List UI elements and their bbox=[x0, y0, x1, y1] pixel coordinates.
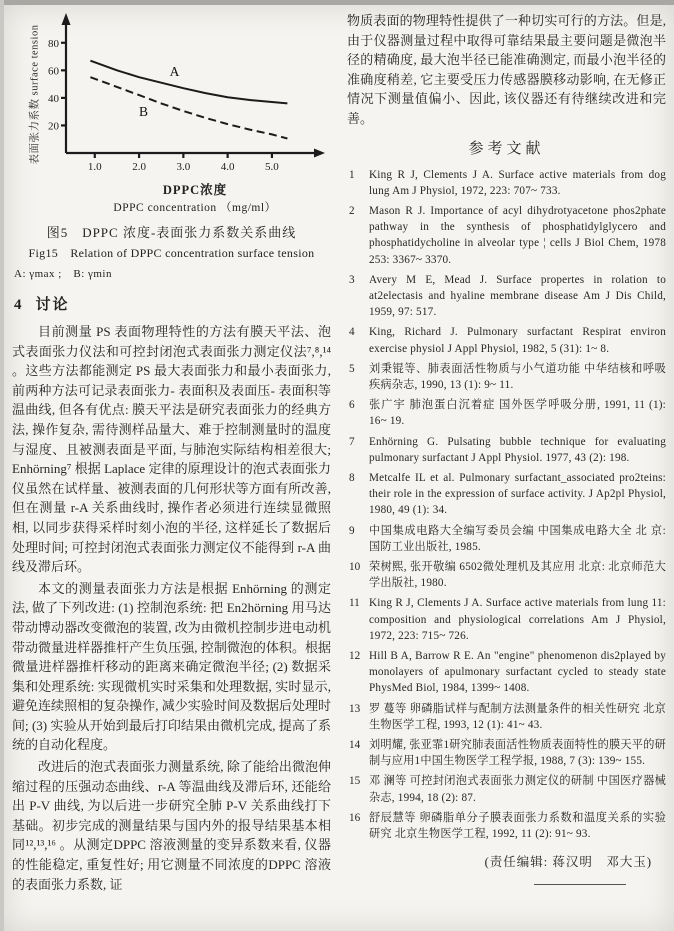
reference-number: 10 bbox=[349, 561, 361, 574]
reference-item bbox=[347, 167, 666, 199]
right-column bbox=[347, 11, 666, 927]
svg-text:2.0: 2.0 bbox=[132, 161, 146, 173]
reference-item bbox=[347, 272, 666, 321]
reference-text: 荣树熙, 张开敬编 6502微处理机及其应用 北京: 北京师范大学出版社, 1980. bbox=[369, 561, 666, 590]
reference-text: 罗 蔓等 卵磷脂试样与配制方法测量条件的相关性研究 北京生物医学工程, 1993, 12 (1): 41~ 43. bbox=[369, 702, 666, 731]
figure-legend-note: A: γmax ; B: γmin bbox=[14, 268, 112, 280]
dppc-chart bbox=[29, 11, 328, 215]
reference-number: 7 bbox=[349, 435, 355, 448]
reference-item bbox=[347, 773, 666, 805]
reference-text: King R J, Clements J A. Surface active materials from dog lung Am J Physiol, 1972, 223: 707~ 733. bbox=[369, 168, 666, 197]
svg-text:5.0: 5.0 bbox=[265, 161, 279, 173]
reference-item bbox=[347, 361, 666, 393]
x-axis-label-en: DPPC concentration （mg/ml） bbox=[113, 202, 277, 214]
reference-item bbox=[347, 397, 666, 429]
paragraph-improvements: 本文的测量表面张力方法是根据 Enhörning 的测定法, 做了下列改进: (1) 控制泡系统: 把 En2hörning 用马达带动博动器改变微泡的装置, 改为由微机控制步进电动机带动微量进样器推杆产生负压强, 控制微泡的体积。根据微量进样器推杆移动的距离来确定微泡半径; (2) 数据采集和处理系统: 实现微机实时采集和处理数据, 实时显示, 避免连续照相的复杂操作, 减少实验时间及数据后处理时间; (3) 实验从开始到最后打印结果由微机完成, 提高了系统的自动化程度。 bbox=[12, 580, 331, 753]
reference-number: 14 bbox=[349, 739, 361, 752]
section-title: 讨论 bbox=[35, 297, 70, 313]
paragraph-methods-overview: 目前测量 PS 表面物理特性的方法有膜天平法、泡式表面张力仪法和可控封闭泡式表面张力测定仪法⁷,⁸,¹⁴ 。这些方法都能测定 PS 最大表面张力和最小表面张力, 前两种方法可记录表面张力- 表面积及表面压- 表面积等温曲线, 但各有优点: 膜天平法是研究表面张力的经典方法, 操作复杂, 需待测样品量大、难于控制测量时的温度与湿度、且被测表面是平面, 与肺泡实际结构相差很大; Enhörning⁷ 根据 Laplace 定律的原理设计的泡式表面张力仪虽然在试样量、被测表面的几何形状等方面有所改善, 但在测量 r-A 关系曲线时, 操作者必须进行连续显微照相, 以同步获得采样时刻小泡的半径, 这样延长了数据后处理时间; 可控封闭泡式表面张力测定仪不能得到 r-A 曲线及滞后环。 bbox=[12, 324, 331, 575]
reference-item bbox=[347, 434, 666, 466]
reference-item bbox=[347, 559, 666, 591]
section-heading-discussion bbox=[14, 293, 331, 314]
paragraph-continuation: 物质表面的物理特性提供了一种切实可行的方法。但是, 由于仪器测量过程中取得可靠结果最主要问题是微泡半径的精确度, 最大泡半径已能准确测定, 而最小泡半径的准确度稍差, 它主要受压力传感器膜移动影响, 在无修正情况下测量值偏小、因此, 该仪器还有待继续改进和完善。 bbox=[347, 13, 666, 126]
reference-text: Hill B A, Barrow R E. An "engine" phenomenon dis2played by monolayers of apulmonary surfactant cycled to steady state PhysMed Biol, 1984, 1399~ 1408. bbox=[369, 650, 666, 695]
svg-text:60: 60 bbox=[48, 65, 59, 78]
reference-number: 11 bbox=[349, 597, 360, 610]
left-column bbox=[12, 11, 331, 927]
y-axis-label: 表面张力系数 surface tension bbox=[29, 24, 41, 165]
reference-text: King R J, Clements J A. Surface active materials from lung 11: composition and physiological correlations Am J Physiol, 1972, 223: 715~ 726. bbox=[369, 597, 666, 642]
footer-divider bbox=[534, 884, 626, 885]
section-number: 4 bbox=[14, 297, 22, 313]
figure-caption-en: Fig15 Relation of DPPC concentration surface tension bbox=[28, 246, 315, 260]
svg-text:80: 80 bbox=[48, 37, 59, 50]
figure-5 bbox=[12, 11, 331, 281]
reference-text: Metcalfe IL et al. Pulmonary surfactant_associated pro2teins: their role in the expression of surface activity. J Ap2pl Physiol, 1980, 49 (1): 34. bbox=[369, 472, 666, 517]
reference-number: 6 bbox=[349, 399, 355, 412]
reference-number: 16 bbox=[349, 811, 361, 824]
reference-number: 4 bbox=[349, 326, 355, 339]
svg-text:20: 20 bbox=[48, 120, 59, 133]
references-list bbox=[347, 167, 666, 843]
reference-item bbox=[347, 203, 666, 268]
reference-text: Avery M E, Mead J. Surface propertes in rolation to at2electasis and hyaline membrane disease Am J Dis Child, 1959, 97: 517. bbox=[369, 273, 666, 319]
reference-item bbox=[347, 737, 666, 769]
reference-number: 9 bbox=[349, 524, 355, 537]
svg-text:1.0: 1.0 bbox=[87, 161, 102, 173]
reference-item bbox=[347, 648, 666, 697]
svg-text:40: 40 bbox=[48, 92, 59, 105]
reference-item bbox=[347, 701, 666, 733]
paragraph-results: 改进后的泡式表面张力测量系统, 除了能给出微泡伸缩过程的压强动态曲线、r-A 等温曲线及滞后环, 还能给出 P-V 曲线, 为以后进一步研究全肺 P-V 关系曲线打下基础。初步完成的测量结果与国内外的报导结果基本相同¹²,¹³,¹⁶ 。从测定DPPC 溶液测量的变异系数来看, 仪器的性能稳定, 重复性好; 用它测量不同浓度的DPPC 溶液的表面张力系数, 证 bbox=[12, 759, 331, 892]
reference-item bbox=[347, 810, 666, 842]
svg-text:B: B bbox=[138, 103, 149, 119]
reference-text: 张广宇 肺泡蛋白沉着症 国外医学呼吸分册, 1991, 11 (1): 16~ 19. bbox=[369, 399, 666, 428]
reference-item bbox=[347, 595, 666, 644]
reference-text: 刘秉锟等、肺表面活性物质与小气道功能 中华结核和呼吸疾病杂志, 1990, 13 (1): 9~ 11. bbox=[369, 362, 666, 391]
reference-item bbox=[347, 324, 666, 356]
reference-text: 刘明耀, 张亚霏1研究肺表面活性物质表面特性的膜天平的研制与应用1中国生物医学工程学报, 1988, 7 (3): 139~ 155. bbox=[369, 739, 666, 768]
chart-canvas bbox=[36, 11, 328, 179]
reference-text: Enhörning G. Pulsating bubble technique for evaluating pulmonary surfactant J Appl Physiol. 1977, 43 (2): 198. bbox=[369, 435, 666, 464]
reference-number: 15 bbox=[349, 775, 361, 788]
svg-text:A: A bbox=[169, 63, 180, 79]
editor-note: (责任编辑: 蒋汉明 邓大玉) bbox=[484, 855, 652, 870]
reference-number: 12 bbox=[349, 650, 361, 663]
reference-text: 中国集成电路大全编写委员会编 中国集成电路大全 北 京: 国防工业出版社, 1985. bbox=[369, 524, 666, 553]
svg-text:4.0: 4.0 bbox=[220, 161, 235, 173]
figure-caption bbox=[12, 222, 331, 281]
reference-item bbox=[347, 523, 666, 555]
reference-text: King, Richard J. Pulmonary surfactant Respirat environ exercise physiol J Appl Physiol, 1982, 5 (31): 1~ 8. bbox=[369, 326, 666, 355]
reference-number: 1 bbox=[349, 168, 355, 181]
reference-number: 8 bbox=[349, 472, 355, 485]
reference-number: 5 bbox=[349, 362, 355, 375]
reference-text: 舒辰慧等 卵磷脂单分子膜表面张力系数和温度关系的实验研究 北京生物医学工程, 1992, 11 (2): 91~ 93. bbox=[369, 811, 666, 841]
reference-number: 13 bbox=[349, 702, 361, 715]
paper-page bbox=[4, 5, 674, 931]
reference-number: 3 bbox=[349, 273, 355, 286]
reference-text: 邓 澜等 可控封闭泡式表面张力测定仪的研制 中国医疗器械杂志, 1994, 18 (2): 87. bbox=[369, 775, 666, 804]
reference-text: Mason R J. Importance of acyl dihydrotyacetone phos2phate pathway in the synthesis of phosphatidylglycero and phosphatidycholine in alveolar type ¦ cells J Biol Chem, 1978 253: 3367~ 3370. bbox=[369, 204, 666, 266]
references-heading: 参考文献 bbox=[468, 140, 545, 157]
svg-text:3.0: 3.0 bbox=[176, 161, 191, 173]
x-axis-label-zh: DPPC浓度 bbox=[162, 183, 228, 197]
reference-item bbox=[347, 470, 666, 519]
figure-caption-zh: 图5 DPPC 浓度-表面张力系数关系曲线 bbox=[46, 225, 297, 240]
reference-number: 2 bbox=[349, 204, 355, 217]
